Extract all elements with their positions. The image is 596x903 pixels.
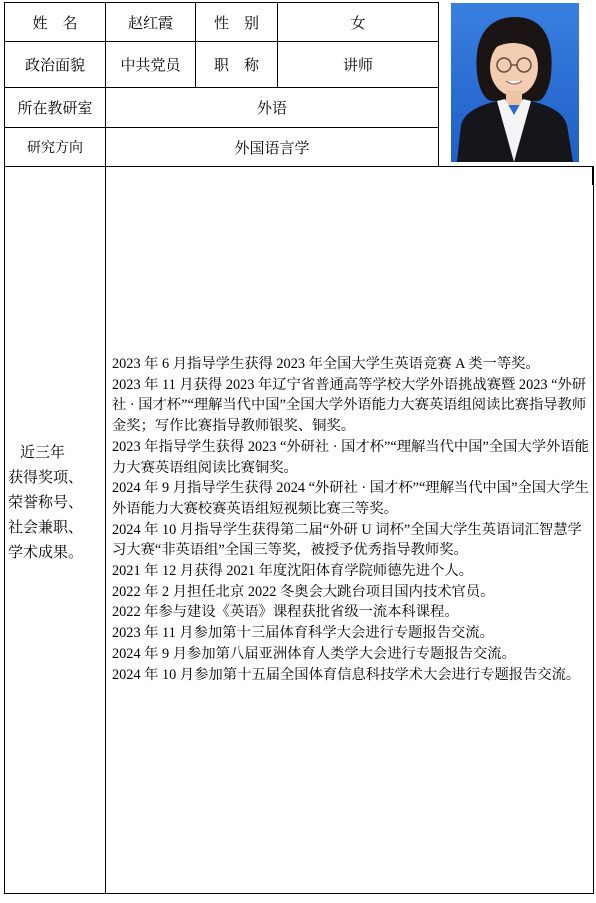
achievement-item: 2023 年 6 月指导学生获得 2023 年全国大学生英语竞赛 A 类一等奖。 bbox=[112, 356, 540, 372]
achievement-item: 2022 年 2 月担任北京 2022 冬奥会大跳台项目国内技术官员。 bbox=[112, 583, 495, 600]
achievement-item: 2024 年 9 月参加第八届亚洲体育人类学大会进行专题报告交流。 bbox=[112, 645, 516, 662]
political-status-label: 政治面貌 bbox=[24, 56, 85, 74]
achievement-item: 2023 年 11 月参加第十三届体育科学大会进行专题报告交流。 bbox=[112, 625, 494, 642]
achievement-item: 2023 年指导学生获得 2023 “外研社 · 国才杯”“理解当代中国”全国大学外语能力大赛英语组阅读比赛铜奖。 bbox=[112, 438, 589, 476]
name-label: 姓 名 bbox=[32, 13, 78, 32]
research-value: 外国语言学 bbox=[234, 138, 310, 157]
achievements-label-line: 获得奖项、 bbox=[8, 468, 84, 486]
title-label: 职 称 bbox=[213, 56, 259, 74]
achievement-item: 2024 年 10 月参加第十五届全国体育信息科技学术大会进行专题报告交流。 bbox=[112, 666, 581, 683]
gender-label: 性 别 bbox=[213, 13, 259, 32]
title-value: 讲师 bbox=[342, 56, 373, 74]
gender-value: 女 bbox=[350, 13, 366, 32]
political-status-value: 中共党员 bbox=[120, 56, 181, 74]
name-value: 赵红霞 bbox=[127, 13, 173, 32]
achievement-item: 2022 年参与建设《英语》课程获批省级一流本科课程。 bbox=[112, 604, 459, 621]
portrait-photo bbox=[451, 3, 579, 162]
achievements-label-line: 荣誉称号、 bbox=[8, 493, 84, 511]
department-value: 外语 bbox=[256, 99, 287, 117]
achievements-label bbox=[8, 440, 104, 565]
research-label: 研究方向 bbox=[27, 140, 83, 156]
achievements-label-line: 社会兼职、 bbox=[8, 518, 84, 536]
achievement-item: 2024 年 9 月指导学生获得 2024 “外研社 · 国才杯”“理解当代中国”全国大学生外语能力大赛校赛英语组短视频比赛三等奖。 bbox=[112, 480, 589, 517]
achievements-label-line: 学术成果。 bbox=[8, 543, 84, 561]
achievements-label-line: 近三年 bbox=[20, 443, 66, 461]
department-label: 所在教研室 bbox=[17, 99, 93, 117]
achievement-item: 2023 年 11 月获得 2023 年辽宁省普通高等学校大学外语挑战赛暨 2023 “外研社 · 国才杯”“理解当代中国”全国大学外语能力大赛英语组阅读比赛指导教师金奖；写作比赛指导教师银奖、铜奖。 bbox=[112, 376, 587, 435]
achievement-item: 2021 年 12 月获得 2021 年度沈阳体育学院师德先进个人。 bbox=[112, 563, 473, 580]
achievements-list bbox=[112, 354, 592, 685]
achievement-item: 2024 年 10 月指导学生获得第二届“外研 U 词杯”全国大学生英语词汇智慧学习大赛“非英语组”全国三等奖，被授予优秀指导教师奖。 bbox=[112, 521, 582, 559]
